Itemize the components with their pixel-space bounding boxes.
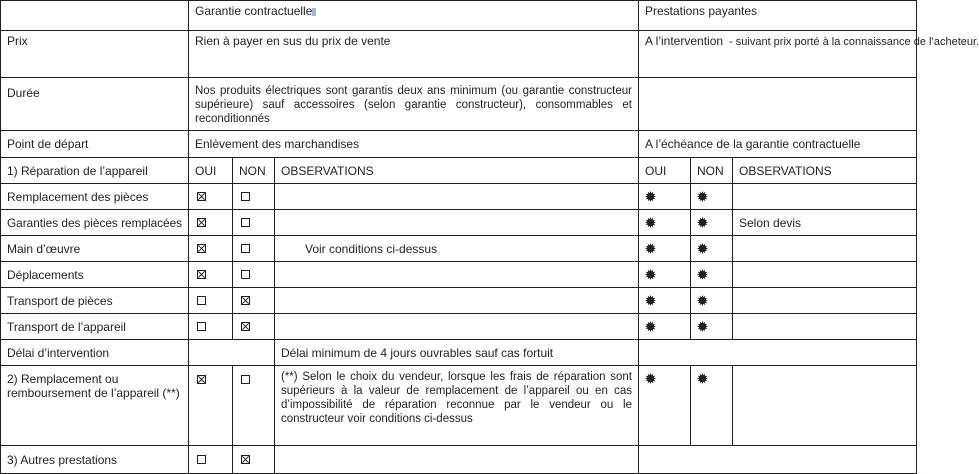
replacement-non-cell bbox=[232, 365, 275, 446]
start-paid-text: A l’échéance de la garantie contractuelle bbox=[645, 137, 861, 151]
repair-row-observation: Voir conditions ci-dessus bbox=[305, 241, 438, 256]
repair-row-observation-cell bbox=[274, 313, 639, 340]
asterisk-bullet-icon bbox=[645, 295, 656, 306]
empty-box-icon[interactable] bbox=[241, 244, 250, 253]
checked-box-icon[interactable] bbox=[197, 244, 206, 253]
repair-row-label: Garanties des pièces remplacées bbox=[7, 215, 183, 230]
duration-guarantee-text: Nos produits électriques sont garantis deux ans minimum (ou garantie constructeur supérieure) sauf accessoires (selon garantie constructeur), consommables et reconditionnés bbox=[195, 85, 632, 125]
paid-header-observations-cell bbox=[732, 157, 917, 184]
asterisk-bullet-icon bbox=[697, 321, 708, 332]
header-paid-label: Prestations payantes bbox=[645, 4, 758, 18]
other-oui-cell bbox=[188, 445, 233, 474]
repair-row-non-cell bbox=[232, 235, 275, 262]
paid-header-observations: OBSERVATIONS bbox=[739, 163, 832, 178]
repair-row-observation-cell bbox=[274, 209, 639, 236]
delay-paid-cell bbox=[638, 339, 917, 366]
repair-header-observations: OBSERVATIONS bbox=[281, 163, 374, 178]
paid-row-non-cell bbox=[690, 287, 733, 314]
repair-row-non-cell bbox=[232, 287, 275, 314]
repair-row-non-cell bbox=[232, 261, 275, 288]
other-label-cell bbox=[0, 445, 189, 474]
repair-row-non-cell bbox=[232, 313, 275, 340]
repair-header-non-cell bbox=[232, 157, 275, 184]
price-guarantee-text: Rien à payer en sus du prix de vente bbox=[195, 34, 391, 48]
repair-row-label: Main d’œuvre bbox=[7, 241, 81, 256]
paid-row-observation-cell bbox=[732, 313, 917, 340]
paid-row-oui-cell bbox=[638, 183, 691, 210]
asterisk-bullet-icon bbox=[697, 191, 708, 202]
checked-box-icon[interactable] bbox=[197, 218, 206, 227]
replacement-label: 2) Remplacement ou remboursement de l’appareil (**) bbox=[7, 372, 180, 400]
price-label: Prix bbox=[7, 34, 28, 48]
repair-header-label: 1) Réparation de l’appareil bbox=[7, 163, 148, 178]
checked-box-icon[interactable] bbox=[241, 322, 250, 331]
repair-header-label-cell bbox=[0, 157, 189, 184]
asterisk-bullet-icon bbox=[645, 269, 656, 280]
repair-row-label-cell bbox=[0, 235, 189, 262]
start-paid-cell bbox=[638, 130, 917, 158]
header-paid-services bbox=[638, 0, 917, 31]
repair-row-label-cell bbox=[0, 209, 189, 236]
replacement-paid-observation-cell bbox=[732, 365, 917, 446]
repair-row-oui-cell bbox=[188, 209, 233, 236]
paid-row-non-cell bbox=[690, 235, 733, 262]
repair-row-label-cell bbox=[0, 183, 189, 210]
checked-box-icon[interactable] bbox=[197, 375, 206, 384]
asterisk-bullet-icon bbox=[645, 217, 656, 228]
paid-row-observation-cell bbox=[732, 183, 917, 210]
paid-row-oui-cell bbox=[638, 261, 691, 288]
asterisk-bullet-icon bbox=[697, 269, 708, 280]
repair-row-oui-cell bbox=[188, 183, 233, 210]
checked-box-icon[interactable] bbox=[241, 296, 250, 305]
text-cursor-marker bbox=[312, 8, 316, 16]
other-label: 3) Autres prestations bbox=[7, 452, 118, 467]
repair-row-oui-cell bbox=[188, 235, 233, 262]
replacement-paid-oui-cell bbox=[638, 365, 691, 446]
delay-spacer-cell bbox=[188, 339, 275, 366]
paid-header-oui: OUI bbox=[645, 163, 667, 178]
paid-row-observation: Selon devis bbox=[739, 215, 802, 230]
paid-row-observation-cell bbox=[732, 287, 917, 314]
duration-label-cell bbox=[0, 77, 189, 131]
replacement-oui-cell bbox=[188, 365, 233, 446]
repair-header-observations-cell bbox=[274, 157, 639, 184]
checked-box-icon[interactable] bbox=[197, 270, 206, 279]
other-non-cell bbox=[232, 445, 275, 474]
header-guarantee bbox=[188, 0, 639, 31]
repair-row-oui-cell bbox=[188, 287, 233, 314]
paid-row-observation-cell bbox=[732, 261, 917, 288]
price-paid-cell bbox=[638, 30, 979, 78]
empty-box-icon[interactable] bbox=[197, 296, 206, 305]
repair-header-oui: OUI bbox=[195, 163, 217, 178]
header-empty-cell bbox=[0, 0, 189, 31]
asterisk-bullet-icon bbox=[697, 243, 708, 254]
delay-text-cell bbox=[274, 339, 639, 366]
paid-header-non-cell bbox=[690, 157, 733, 184]
replacement-paid-non-cell bbox=[690, 365, 733, 446]
paid-row-non-cell bbox=[690, 261, 733, 288]
price-paid-line2: - suivant prix porté à la connaissance de l’acheteur. bbox=[729, 36, 979, 48]
duration-guarantee-cell bbox=[188, 77, 639, 131]
delay-label: Délai d’intervention bbox=[7, 345, 110, 360]
replacement-text: (**) Selon le choix du vendeur, lorsque les frais de réparation sont supérieurs à la valeur de remplacement de l’appareil ou en cas d’impossibilité de réparation reconnue par le vendeur ou le constructeur voir conditions ci-dessus bbox=[281, 371, 632, 425]
empty-box-icon[interactable] bbox=[197, 455, 206, 464]
empty-box-icon[interactable] bbox=[241, 375, 250, 384]
delay-text: Délai minimum de 4 jours ouvrables sauf cas fortuit bbox=[281, 345, 554, 360]
paid-header-oui-cell bbox=[638, 157, 691, 184]
empty-box-icon[interactable] bbox=[241, 218, 250, 227]
asterisk-bullet-icon bbox=[645, 321, 656, 332]
repair-row-label: Transport de l’appareil bbox=[7, 319, 126, 334]
price-guarantee-cell bbox=[188, 30, 639, 78]
asterisk-bullet-icon bbox=[645, 243, 656, 254]
repair-row-label-cell bbox=[0, 287, 189, 314]
asterisk-bullet-icon bbox=[645, 373, 656, 384]
repair-row-label: Déplacements bbox=[7, 267, 84, 282]
repair-row-observation-cell bbox=[274, 287, 639, 314]
paid-row-non-cell bbox=[690, 183, 733, 210]
repair-row-oui-cell bbox=[188, 261, 233, 288]
repair-header-non: NON bbox=[239, 163, 266, 178]
paid-row-oui-cell bbox=[638, 313, 691, 340]
paid-row-oui-cell bbox=[638, 209, 691, 236]
empty-box-icon[interactable] bbox=[241, 270, 250, 279]
header-guarantee-label: Garantie contractuelle bbox=[195, 4, 313, 18]
checked-box-icon[interactable] bbox=[197, 192, 206, 201]
paid-row-observation-cell bbox=[732, 209, 917, 236]
paid-row-non-cell bbox=[690, 209, 733, 236]
paid-row-observation-cell bbox=[732, 235, 917, 262]
other-observation-cell bbox=[274, 445, 639, 474]
duration-label: Durée bbox=[7, 86, 40, 100]
start-label: Point de départ bbox=[7, 137, 89, 151]
repair-header-oui-cell bbox=[188, 157, 233, 184]
start-label-cell bbox=[0, 130, 189, 158]
replacement-label-cell bbox=[0, 365, 189, 446]
start-guarantee-text: Enlèvement des marchandises bbox=[195, 137, 360, 151]
repair-row-non-cell bbox=[232, 183, 275, 210]
repair-row-observation-cell bbox=[274, 261, 639, 288]
delay-label-cell bbox=[0, 339, 189, 366]
asterisk-bullet-icon bbox=[697, 217, 708, 228]
other-paid-cell bbox=[638, 445, 917, 474]
repair-row-observation-cell bbox=[274, 235, 639, 262]
repair-row-oui-cell bbox=[188, 313, 233, 340]
price-paid-line1: A l’intervention bbox=[645, 34, 724, 48]
paid-row-oui-cell bbox=[638, 287, 691, 314]
replacement-text-cell bbox=[274, 365, 639, 446]
repair-row-non-cell bbox=[232, 209, 275, 236]
paid-header-non: NON bbox=[697, 163, 724, 178]
start-guarantee-cell bbox=[188, 130, 639, 158]
repair-row-observation-cell bbox=[274, 183, 639, 210]
asterisk-bullet-icon bbox=[645, 191, 656, 202]
repair-row-label: Transport de pièces bbox=[7, 293, 113, 308]
price-label-cell bbox=[0, 30, 189, 78]
empty-box-icon[interactable] bbox=[197, 322, 206, 331]
duration-paid-cell bbox=[638, 77, 917, 131]
asterisk-bullet-icon bbox=[697, 295, 708, 306]
repair-row-label-cell bbox=[0, 261, 189, 288]
repair-row-label-cell bbox=[0, 313, 189, 340]
asterisk-bullet-icon bbox=[697, 373, 708, 384]
paid-row-non-cell bbox=[690, 313, 733, 340]
repair-row-label: Remplacement des pièces bbox=[7, 189, 149, 204]
paid-row-oui-cell bbox=[638, 235, 691, 262]
empty-box-icon[interactable] bbox=[241, 192, 250, 201]
checked-box-icon[interactable] bbox=[241, 455, 250, 464]
